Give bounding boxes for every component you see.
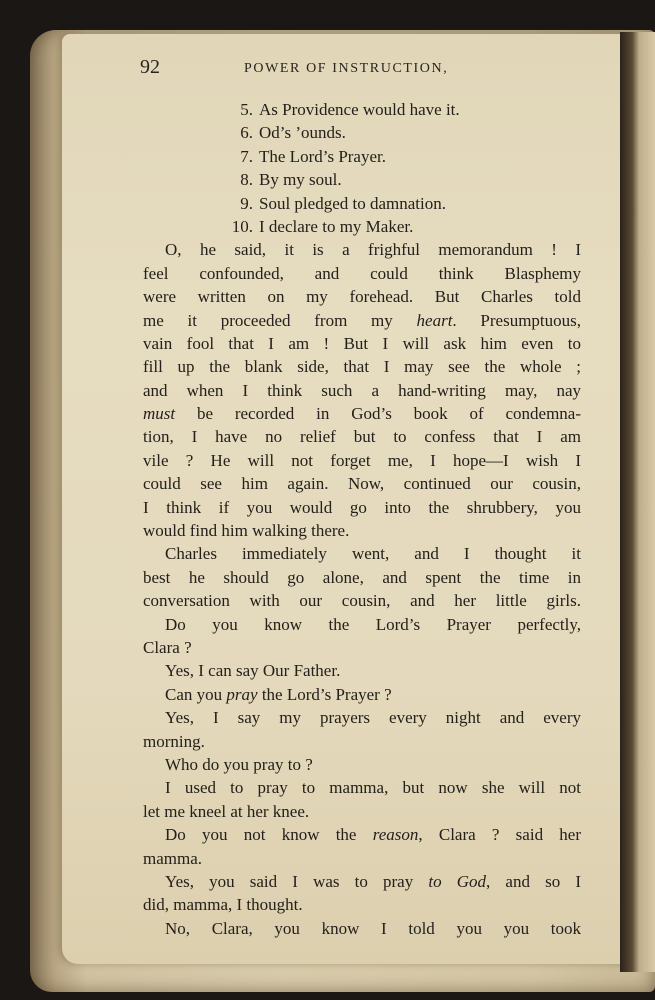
list-item	[143, 192, 581, 215]
text-line	[143, 285, 581, 308]
text-line	[143, 425, 581, 448]
text-segment: Do you not know the	[165, 825, 373, 845]
numbered-list	[143, 98, 581, 238]
text-line	[143, 519, 581, 542]
list-text: The Lord’s Prayer.	[259, 146, 386, 166]
text-segment: O, he said, it is a frighful memorandum ! I	[165, 240, 581, 260]
text-segment: Can you	[165, 684, 227, 704]
text-segment: mamma.	[143, 848, 203, 868]
text-segment: Yes, I can say Our Father.	[165, 661, 341, 681]
text-line	[143, 472, 581, 495]
text-line	[143, 800, 581, 823]
list-text: By my soul.	[259, 170, 342, 190]
text-segment: , Clara ? said her	[418, 825, 582, 845]
list-text: Od’s ’ounds.	[259, 123, 346, 143]
italic-text: heart	[416, 310, 453, 330]
text-segment: be recorded in God’s book of condemna-	[175, 404, 581, 424]
text-segment: Yes, I say my prayers every night and every	[165, 708, 581, 728]
text-segment: conversation with our cousin, and her little girls.	[143, 591, 581, 611]
list-number: 8.	[240, 170, 253, 190]
text-line	[143, 683, 581, 706]
list-number: 6.	[240, 123, 253, 143]
text-segment: No, Clara, you know I told you you took	[165, 918, 581, 938]
list-number: 10.	[231, 216, 253, 236]
list-item	[143, 145, 581, 168]
text-segment: I think if you would go into the shrubbery, you	[143, 497, 581, 517]
text-segment: tion, I have no relief but to confess that I am	[143, 427, 581, 447]
text-segment: best he should go alone, and spent the time in	[143, 567, 581, 587]
text-segment: the Lord’s Prayer ?	[257, 684, 392, 704]
list-item	[143, 215, 581, 238]
text-line	[143, 589, 581, 612]
running-title: POWER OF INSTRUCTION,	[244, 61, 449, 76]
text-line	[143, 566, 581, 589]
text-line	[143, 613, 581, 636]
text-segment: vain fool that I am ! But I will ask him even to	[143, 333, 581, 353]
running-head	[140, 56, 500, 82]
text-segment: did, mamma, I thought.	[143, 895, 303, 915]
page-number: 92	[140, 56, 160, 78]
text-line	[143, 636, 581, 659]
list-number: 9.	[240, 193, 253, 213]
italic-text: to God	[428, 871, 487, 891]
text-line	[143, 542, 581, 565]
text-segment: Who do you pray to ?	[165, 754, 313, 774]
text-segment: let me kneel at her knee.	[143, 801, 310, 821]
text-line	[143, 917, 581, 940]
text-line	[143, 449, 581, 472]
text-segment: fill up the blank side, that I may see the whole ;	[143, 357, 581, 377]
text-segment: me it proceeded from my	[143, 310, 417, 330]
text-line	[143, 893, 581, 916]
text-line	[143, 238, 581, 261]
text-line	[143, 402, 581, 425]
list-text: Soul pledged to damnation.	[259, 193, 446, 213]
text-segment: were written on my forehead. But Charles told	[143, 287, 581, 307]
text-line	[143, 753, 581, 776]
text-segment: morning.	[143, 731, 205, 751]
text-segment: would find him walking there.	[143, 521, 350, 541]
text-segment: could see him again. Now, continued our cousin,	[143, 474, 581, 494]
text-line	[143, 870, 581, 893]
text-segment: Charles immediately went, and I thought it	[165, 544, 581, 564]
text-segment: . Presumptuous,	[452, 310, 582, 330]
text-line	[143, 847, 581, 870]
list-item	[143, 121, 581, 144]
margin-mark: ›	[630, 205, 635, 220]
page-text	[143, 98, 581, 940]
list-number: 7.	[240, 146, 253, 166]
list-number: 5.	[240, 100, 253, 119]
italic-text: reason	[372, 825, 419, 845]
margin-mark: ›	[629, 440, 634, 455]
text-line	[143, 823, 581, 846]
text-line	[143, 776, 581, 799]
italic-text: must	[143, 404, 176, 424]
italic-text: pray	[226, 684, 258, 704]
list-text: I declare to my Maker.	[259, 216, 414, 236]
list-item	[143, 98, 581, 121]
text-segment: , and so I	[486, 871, 582, 891]
text-segment: Do you know the Lord’s Prayer perfectly,	[165, 614, 581, 634]
text-segment: Clara ?	[143, 637, 192, 657]
text-line	[143, 332, 581, 355]
book-gutter	[620, 32, 655, 972]
text-segment: and when I think such a hand-writing may, nay	[143, 380, 581, 400]
text-line	[143, 706, 581, 729]
text-line	[143, 659, 581, 682]
text-segment: vile ? He will not forget me, I hope—I wish I	[143, 450, 581, 470]
text-line	[143, 309, 581, 332]
list-text: As Providence would have it.	[259, 100, 460, 119]
list-item	[143, 168, 581, 191]
text-line	[143, 379, 581, 402]
text-segment: I used to pray to mamma, but now she will not	[165, 778, 581, 798]
text-line	[143, 730, 581, 753]
text-line	[143, 355, 581, 378]
text-segment: Yes, you said I was to pray	[165, 871, 429, 891]
text-segment: feel confounded, and could think Blasphemy	[143, 263, 581, 283]
text-line	[143, 496, 581, 519]
body-text	[143, 238, 581, 940]
text-line	[143, 262, 581, 285]
